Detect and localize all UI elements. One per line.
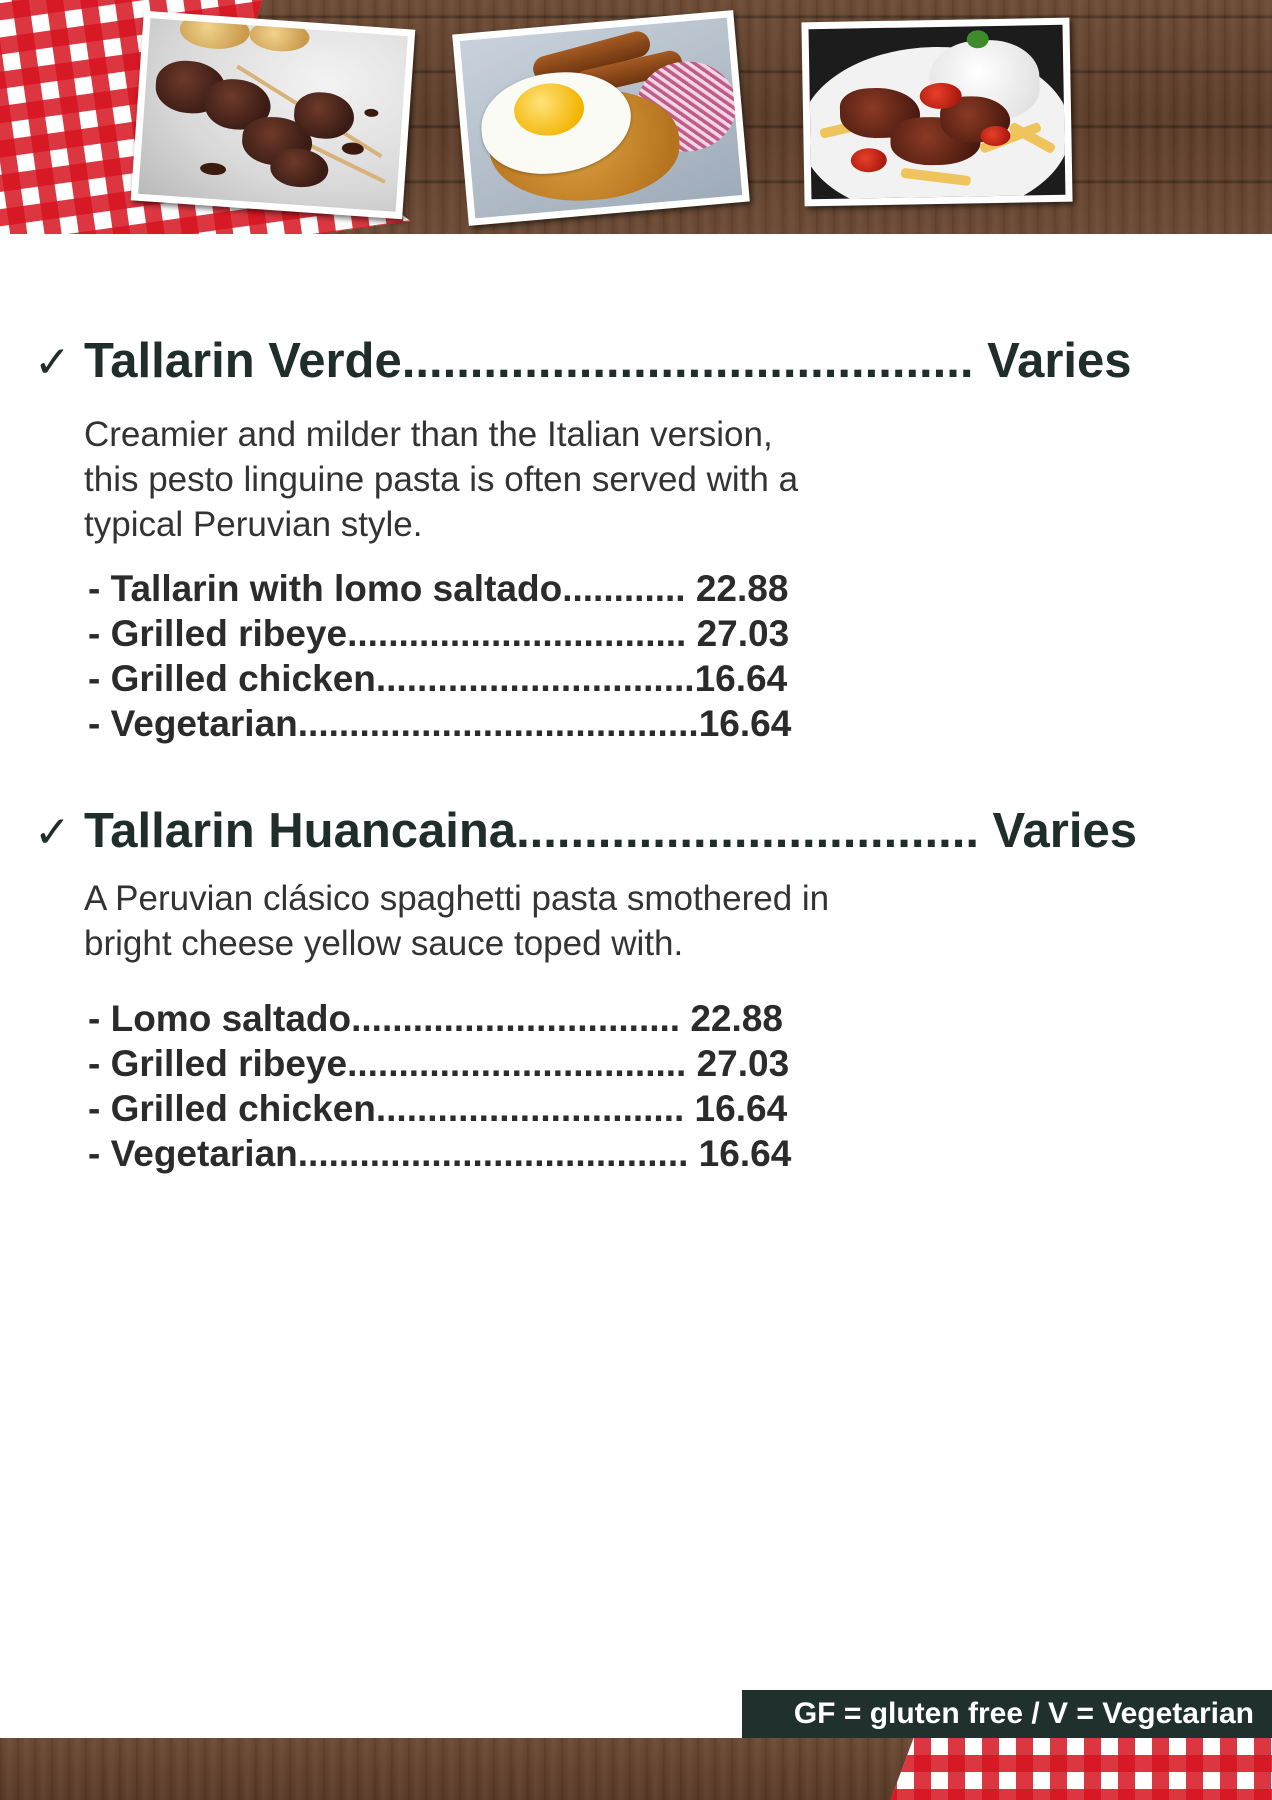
variant-price: 22.88 bbox=[680, 998, 783, 1039]
variant-label: - Grilled ribeye bbox=[88, 1043, 348, 1084]
variant-label: - Vegetarian bbox=[88, 703, 298, 744]
variant-label: - Tallarin with lomo saltado bbox=[88, 568, 563, 609]
leader-dots: ................................ bbox=[351, 998, 681, 1039]
variant-label: - Grilled chicken bbox=[88, 1088, 376, 1129]
variant-price: 16.64 bbox=[698, 703, 792, 744]
description-line: Creamier and milder than the Italian version, bbox=[84, 415, 773, 454]
leader-dots: .............................. bbox=[375, 1088, 685, 1129]
variant-row bbox=[88, 996, 848, 1041]
lomo-saltado-photo bbox=[801, 18, 1072, 207]
variant-row bbox=[88, 1041, 848, 1086]
variant-row bbox=[88, 1131, 848, 1176]
variant-row bbox=[88, 701, 848, 746]
variant-label: - Grilled chicken bbox=[88, 658, 376, 699]
variant-row bbox=[88, 566, 848, 611]
leader-dots: ................................. bbox=[347, 1043, 687, 1084]
variant-row bbox=[88, 656, 848, 701]
anticuchos-photo bbox=[131, 11, 416, 220]
variant-list bbox=[88, 996, 848, 1176]
variant-list bbox=[88, 566, 848, 746]
variant-label: - Lomo saltado bbox=[88, 998, 352, 1039]
variant-price: 22.88 bbox=[685, 568, 789, 609]
variant-row bbox=[88, 1086, 848, 1131]
item-title: Tallarin Huancaina bbox=[84, 804, 517, 858]
description-line: A Peruvian clásico spaghetti pasta smothered in bbox=[84, 879, 830, 918]
tacu-tacu-photo bbox=[452, 10, 750, 226]
lomo-saltado-image bbox=[809, 25, 1066, 199]
description-line: this pesto linguine pasta is often served with a bbox=[84, 460, 799, 499]
checkmark-icon: ✓ bbox=[34, 337, 71, 388]
leader-dots: .................................. bbox=[516, 804, 979, 858]
item-price: Varies bbox=[978, 804, 1137, 858]
anticuchos-image bbox=[138, 18, 408, 212]
variant-price: 27.03 bbox=[686, 613, 790, 654]
tablecloth-decoration bbox=[880, 1738, 1272, 1800]
item-title-line bbox=[84, 328, 1132, 394]
description-line: bright cheese yellow sauce toped with. bbox=[84, 924, 684, 963]
checkmark-icon: ✓ bbox=[34, 807, 71, 858]
item-title-line bbox=[84, 798, 1137, 864]
tacu-tacu-image bbox=[460, 18, 742, 219]
leader-dots: ............................... bbox=[375, 658, 695, 699]
footer-banner bbox=[0, 1738, 1272, 1800]
item-heading bbox=[34, 798, 1254, 858]
leader-dots: ....................................... bbox=[297, 703, 699, 744]
variant-price: 16.64 bbox=[694, 658, 788, 699]
leader-dots: .......................................... bbox=[401, 334, 974, 388]
variant-price: 27.03 bbox=[686, 1043, 790, 1084]
item-price: Varies bbox=[973, 334, 1132, 388]
variant-price: 16.64 bbox=[684, 1088, 788, 1129]
item-heading bbox=[34, 328, 1254, 388]
variant-label: - Grilled ribeye bbox=[88, 613, 348, 654]
leader-dots: ...................................... bbox=[297, 1133, 689, 1174]
header-banner bbox=[0, 0, 1272, 234]
leader-dots: ................................. bbox=[347, 613, 687, 654]
item-description bbox=[84, 876, 984, 966]
variant-price: 16.64 bbox=[688, 1133, 792, 1174]
dietary-legend: GF = gluten free / V = Vegetarian bbox=[742, 1690, 1272, 1738]
item-title: Tallarin Verde bbox=[84, 334, 402, 388]
description-line: typical Peruvian style. bbox=[84, 505, 423, 544]
variant-row bbox=[88, 611, 848, 656]
leader-dots: ............ bbox=[562, 568, 686, 609]
variant-label: - Vegetarian bbox=[88, 1133, 298, 1174]
item-description bbox=[84, 412, 984, 547]
